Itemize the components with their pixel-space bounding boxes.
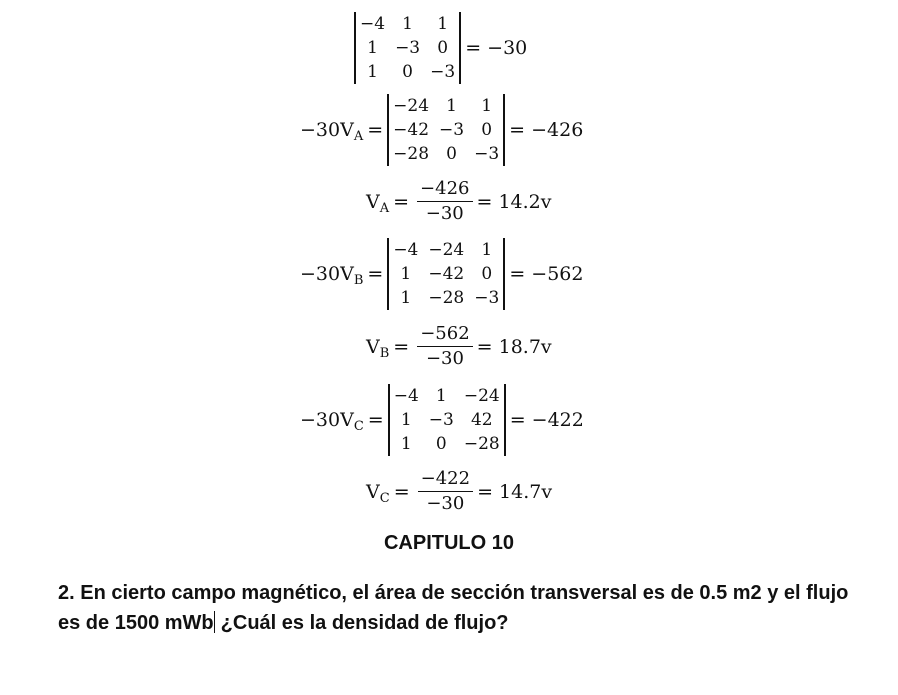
det-c-lhs-text: −30V <box>300 409 354 431</box>
det-main-result: = −30 <box>465 37 528 59</box>
vc-fraction <box>418 467 473 516</box>
matrix-cell: −24 <box>393 96 430 116</box>
det-c-equation <box>300 384 588 456</box>
det-a-matrix <box>387 94 505 166</box>
vc-result: = 14.7v <box>477 480 553 503</box>
vc-equation <box>366 467 552 516</box>
matrix-cell: 1 <box>400 288 412 308</box>
det-c-subscript: C <box>353 419 364 434</box>
matrix-cell: 42 <box>470 410 493 430</box>
matrix-cell: 0 <box>435 434 447 454</box>
matrix-cell: 1 <box>435 386 447 406</box>
det-a-lhs <box>300 119 364 144</box>
problem-text-after-cursor: ¿Cuál es la densidad de flujo? <box>215 612 509 634</box>
va-lhs-text: V <box>366 190 380 213</box>
vb-lhs-text: V <box>366 335 380 358</box>
vb-fraction <box>417 322 472 371</box>
matrix-cell: 1 <box>400 264 412 284</box>
matrix-cell: 0 <box>481 264 493 284</box>
matrix-cell: 0 <box>446 144 457 164</box>
va-denominator: −30 <box>425 203 464 224</box>
matrix-cell: 0 <box>402 62 413 82</box>
matrix-cell: 1 <box>437 14 449 34</box>
matrix-cell: −28 <box>428 288 465 308</box>
matrix-cell: 1 <box>367 62 378 82</box>
det-a-result: = −426 <box>509 119 584 141</box>
det-b-subscript: B <box>353 273 364 288</box>
det-b-result: = −562 <box>509 263 584 285</box>
va-subscript: A <box>379 200 390 216</box>
vb-subscript: B <box>379 345 390 361</box>
det-b-equation <box>300 238 587 310</box>
matrix-cell: −28 <box>463 434 500 454</box>
va-equals: = <box>393 190 410 213</box>
matrix-cell: −28 <box>393 144 430 164</box>
det-c-result: = −422 <box>509 409 584 431</box>
vc-denominator: −30 <box>426 493 465 514</box>
matrix-cell: −24 <box>463 386 500 406</box>
matrix-cell: −24 <box>428 240 465 260</box>
matrix-cell: 1 <box>446 96 457 116</box>
vb-numerator: −562 <box>417 322 472 347</box>
det-b-lhs <box>300 263 364 288</box>
matrix-cell: −42 <box>393 120 430 140</box>
det-c-matrix <box>388 384 506 456</box>
problem-text[interactable] <box>58 578 858 638</box>
matrix-cell: 1 <box>481 96 493 116</box>
va-lhs <box>366 190 390 216</box>
matrix-cell: −42 <box>428 264 465 284</box>
matrix-cell: −3 <box>474 288 500 308</box>
problem-text-before-cursor: 2. En cierto campo magnético, el área de sección transversal es de 0.5 m2 y el flujo es de 1500 mWb <box>58 582 849 634</box>
det-c-equals: = <box>367 409 384 431</box>
matrix-cell: −4 <box>393 240 419 260</box>
va-numerator: −426 <box>417 177 472 202</box>
vc-numerator: −422 <box>418 467 473 492</box>
det-a-lhs-text: −30V <box>300 119 354 141</box>
det-b-equals: = <box>367 263 384 285</box>
matrix-cell: −4 <box>360 14 386 34</box>
det-a-subscript: A <box>353 129 364 144</box>
matrix-cell: 0 <box>437 38 449 58</box>
matrix-cell: −4 <box>393 386 419 406</box>
det-c-lhs <box>300 409 364 434</box>
matrix-cell: 1 <box>400 410 412 430</box>
matrix-cell: −3 <box>430 62 456 82</box>
matrix-cell: −3 <box>395 38 421 58</box>
matrix-cell: −3 <box>428 410 454 430</box>
matrix-cell: 1 <box>400 434 412 454</box>
det-main-matrix <box>354 12 461 84</box>
vb-equation <box>366 322 552 371</box>
vb-result: = 18.7v <box>476 335 552 358</box>
matrix-cell: 1 <box>402 14 413 34</box>
det-b-lhs-text: −30V <box>300 263 354 285</box>
vc-equals: = <box>393 480 410 503</box>
va-fraction <box>417 177 472 226</box>
vb-equals: = <box>393 335 410 358</box>
det-b-matrix <box>387 238 505 310</box>
matrix-cell: 0 <box>481 120 493 140</box>
matrix-cell: 1 <box>481 240 493 260</box>
va-equation <box>366 177 552 226</box>
matrix-cell: 1 <box>367 38 378 58</box>
vb-denominator: −30 <box>425 348 464 369</box>
chapter-heading: CAPITULO 10 <box>383 532 515 554</box>
det-a-equals: = <box>367 119 384 141</box>
matrix-cell: −3 <box>474 144 500 164</box>
det-main-equation <box>354 12 531 84</box>
det-a-equation <box>300 94 587 166</box>
vc-subscript: C <box>379 490 390 506</box>
vc-lhs-text: V <box>366 480 380 503</box>
vb-lhs <box>366 335 390 361</box>
va-result: = 14.2v <box>476 190 552 213</box>
vc-lhs <box>366 480 390 506</box>
matrix-cell: −3 <box>439 120 465 140</box>
